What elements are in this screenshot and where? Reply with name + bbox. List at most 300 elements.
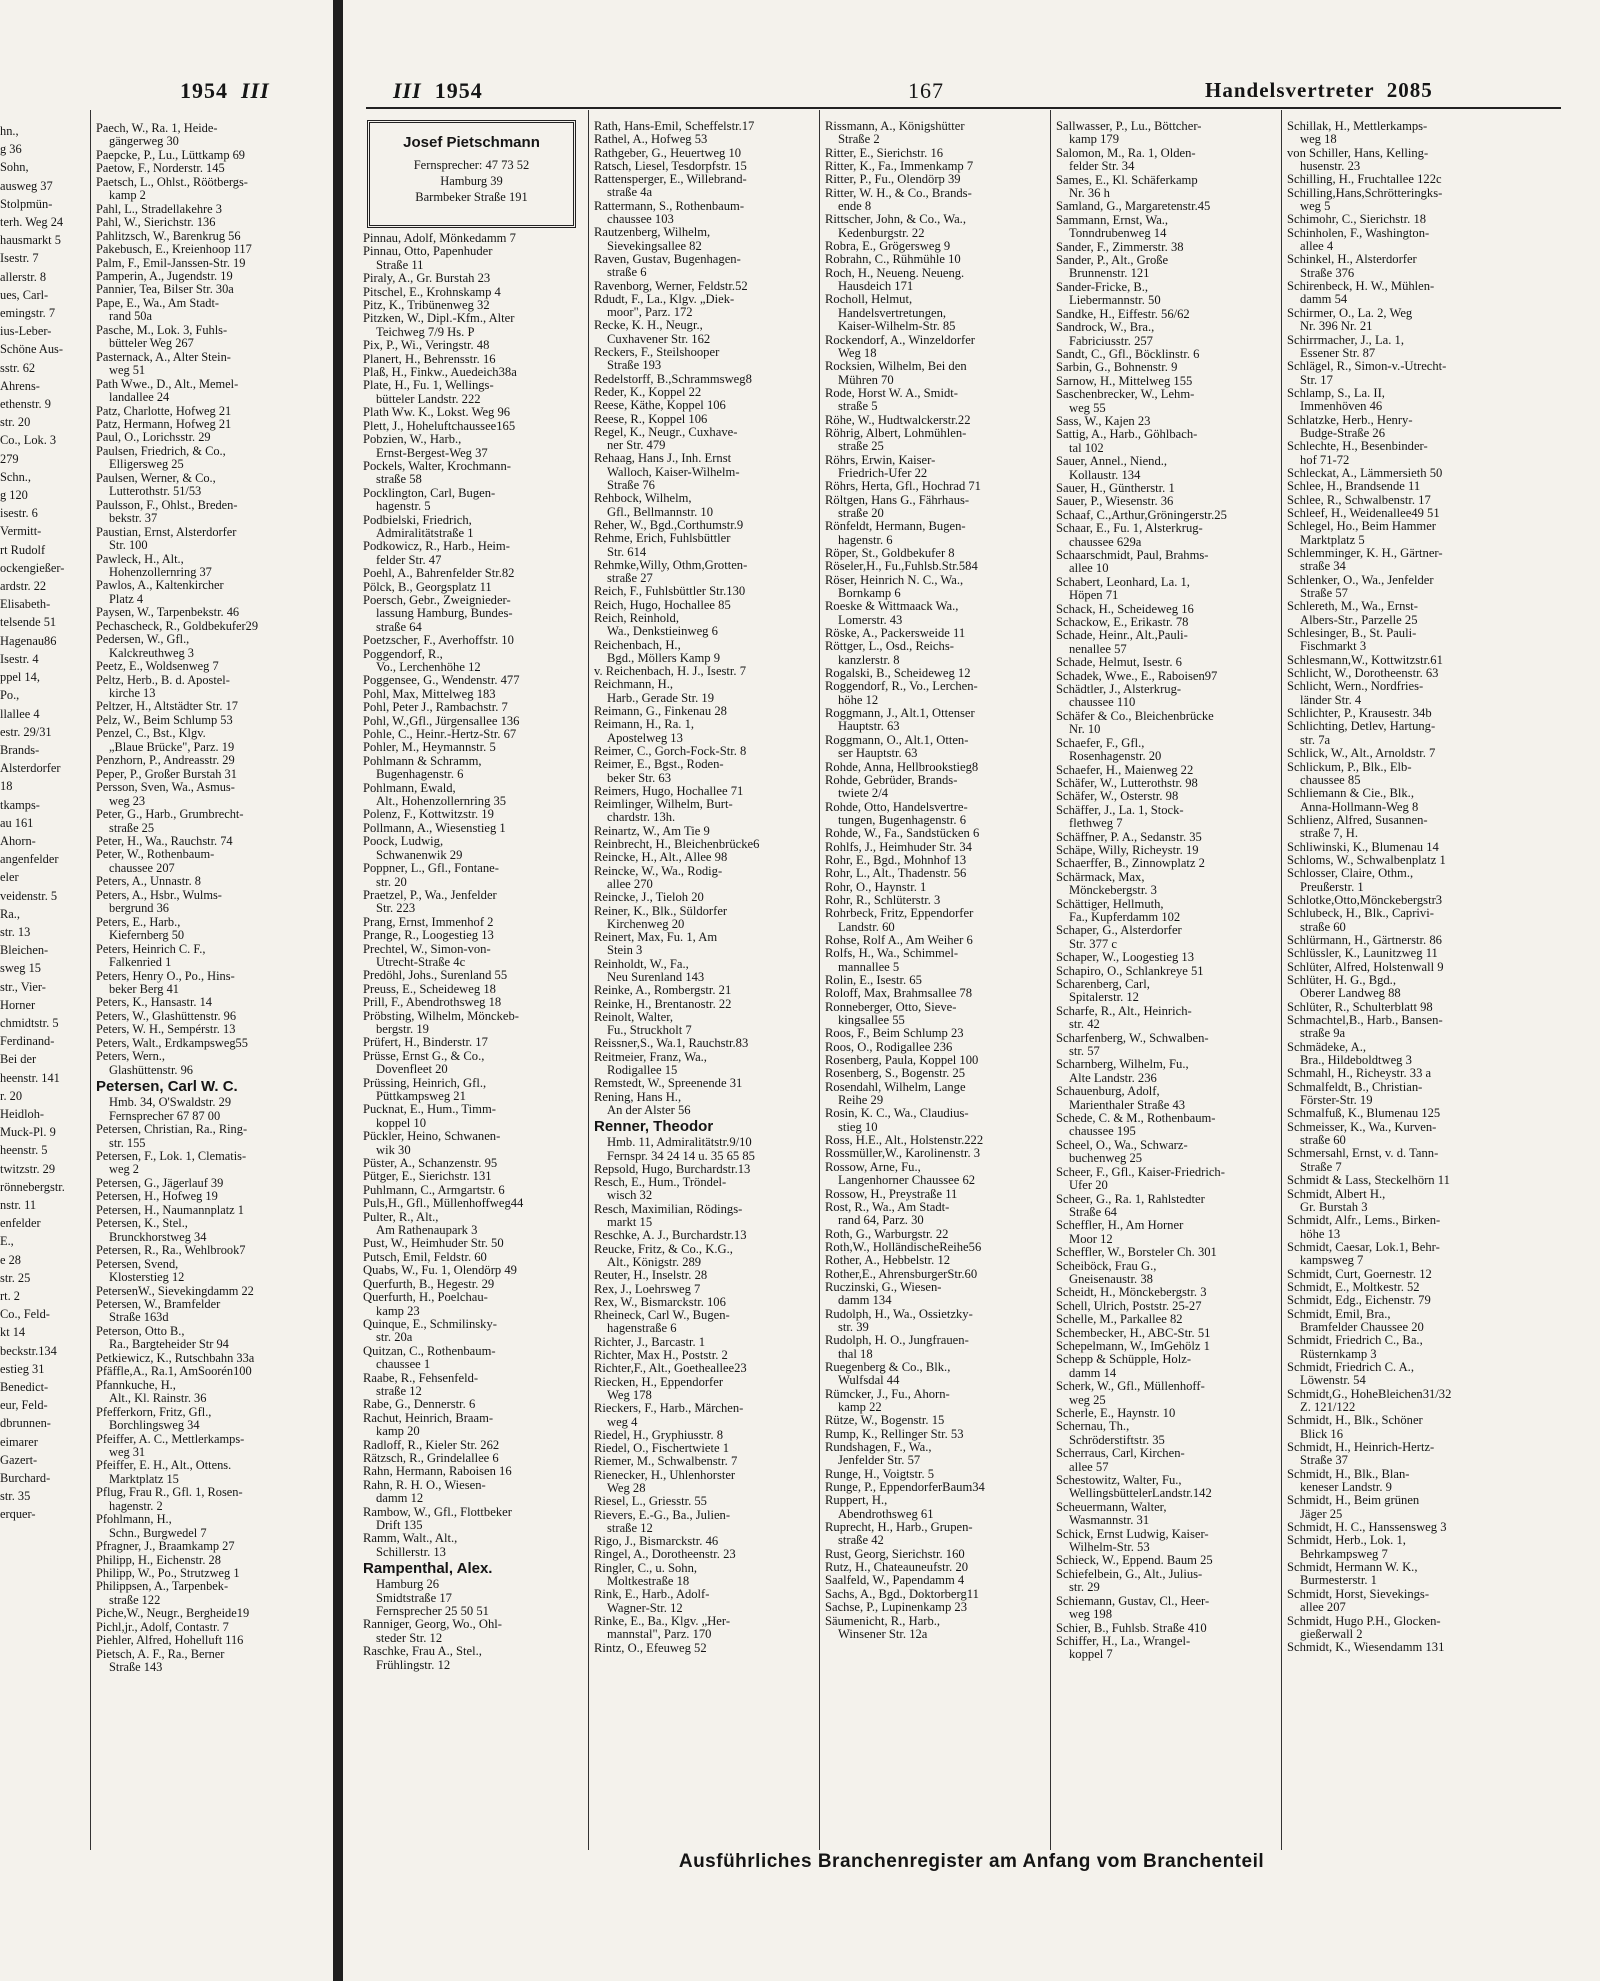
directory-entry: kamp 20	[376, 1425, 420, 1439]
directory-entry: Schäpe, Willy, Richeystr. 19	[1056, 843, 1199, 857]
directory-entry: Reinbrecht, H., Bleichenbrücke6	[594, 838, 760, 852]
directory-entry: mannstal", Parz. 170	[607, 1628, 712, 1642]
directory-entry: Pflug, Frau R., Gfl. 1, Rosen-	[96, 1486, 243, 1500]
directory-entry: Rossmüller,W., Karolinenstr. 3	[825, 1147, 981, 1161]
directory-entry: Kirchenweg 20	[607, 917, 685, 931]
directory-entry: Peterson, Otto B.,	[96, 1324, 185, 1338]
directory-entry: Quitzan, C., Rothenbaum-	[363, 1344, 496, 1358]
directory-entry: Sandt, C., Gfl., Böcklinstr. 6	[1056, 347, 1200, 361]
directory-entry: Scharenberg, Carl,	[1056, 978, 1150, 991]
directory-entry: Rheineck, Carl W., Bugen-	[594, 1309, 730, 1323]
directory-entry: straße 6	[607, 266, 647, 280]
directory-entry: ende 8	[838, 200, 872, 214]
directory-entry: Prüssing, Heinrich, Gfl.,	[363, 1076, 487, 1090]
directory-entry: Nr. 10	[1069, 723, 1101, 737]
directory-entry: Schapiro, O., Schlankreye 51	[1056, 964, 1204, 978]
directory-entry: Püttkampsweg 21	[376, 1090, 466, 1103]
directory-entry: Muck-Pl. 9	[0, 1125, 56, 1140]
directory-entry: rönnebergstr.	[0, 1179, 65, 1194]
directory-entry: rt. 2	[0, 1289, 20, 1303]
directory-entry: straße 42	[838, 1534, 884, 1548]
directory-entry: Petersen, Carl W. C.	[96, 1078, 238, 1096]
directory-entry: Prechtel, W., Simon-von-	[363, 942, 491, 956]
directory-entry: Schlesmann,W., Kottwitzstr.61	[1287, 653, 1443, 667]
directory-entry: Ahorn-	[0, 833, 36, 848]
directory-entry: Schleckat, A., Lämmersieth 50	[1287, 466, 1443, 480]
directory-entry: weg 4	[607, 1415, 638, 1429]
right-header-roman: III	[393, 78, 422, 103]
directory-entry: str., Vier-	[0, 979, 46, 994]
directory-entry: Sallwasser, P., Lu., Böttcher-	[1056, 120, 1202, 133]
directory-entry: straße 25	[838, 440, 884, 454]
directory-entry: weg 2	[109, 1163, 139, 1177]
directory-entry: Sattig, A., Harb., Göhlbach-	[1056, 428, 1198, 442]
directory-entry: weg 18	[1300, 133, 1337, 147]
directory-entry: Schmidt, Hermann W. K.,	[1287, 1561, 1418, 1575]
directory-entry: weg 55	[1069, 401, 1106, 415]
directory-entry: Sandrock, W., Bra.,	[1056, 321, 1155, 335]
directory-entry: Paustian, Ernst, Alsterdorfer	[96, 525, 237, 539]
directory-entry: Riedel, H., Gryphiusstr. 8	[594, 1428, 724, 1442]
directory-entry: nstr. 11	[0, 1197, 37, 1212]
directory-entry: hn.,	[0, 124, 19, 138]
directory-entry: Peper, P., Großer Burstah 31	[96, 767, 237, 781]
directory-entry: g 36	[0, 142, 22, 157]
left-header	[180, 78, 270, 104]
directory-entry: Schmidt, K., Wiesendamm 131	[1287, 1641, 1445, 1655]
directory-entry: Str. 377 c	[1069, 937, 1117, 951]
directory-entry: Sauer, H., Güntherstr. 1	[1056, 481, 1175, 495]
directory-entry: Raabe, R., Fehsenfeld-	[363, 1371, 479, 1385]
directory-entry: Schlichter, P., Krausestr. 34b	[1287, 707, 1432, 721]
directory-entry: Schillerstr. 13	[376, 1545, 446, 1559]
directory-entry: Weg 178	[607, 1388, 652, 1402]
directory-entry: ockengießer-	[0, 560, 65, 575]
directory-entry: emingstr. 7	[0, 306, 56, 321]
directory-entry: Fu., Struckholt 7	[607, 1024, 692, 1038]
directory-entry: allee 57	[1069, 1460, 1109, 1474]
directory-entry: Petersen, H., Hofweg 19	[96, 1190, 218, 1204]
directory-entry: Petersen, K., Stel.,	[96, 1217, 188, 1231]
directory-entry: eler	[0, 870, 19, 885]
directory-entry: Reese, Käthe, Koppel 106	[594, 399, 726, 413]
directory-entry: wik 30	[376, 1143, 411, 1157]
directory-entry: Fischmarkt 3	[1300, 640, 1367, 654]
directory-entry: Peters, A., Hsbr., Wulms-	[96, 888, 222, 902]
directory-entry: Vo., Lerchenhöhe 12	[376, 661, 481, 674]
directory-entry: Scheffler, H., Am Horner	[1056, 1219, 1184, 1233]
directory-entry: straße 12	[376, 1384, 422, 1398]
directory-entry: Rabe, G., Dennerstr. 6	[363, 1398, 476, 1412]
directory-entry: Rudolph, H. O., Jungfrauen-	[825, 1334, 969, 1348]
directory-entry: Rathel, A., Hofweg 53	[594, 133, 708, 147]
directory-entry: markt 15	[607, 1216, 653, 1230]
directory-entry: Schilling,Hans,Schrötteringks-	[1287, 186, 1443, 200]
left-column-entries	[96, 122, 332, 1675]
directory-entry: Schilling, H., Fruchtallee 122c	[1287, 173, 1442, 187]
section-page: 2085	[1386, 78, 1433, 102]
directory-entry: Peters, Henry O., Po., Hins-	[96, 969, 235, 983]
directory-entry: Rohde, Otto, Handelsvertre-	[825, 800, 968, 814]
directory-entry: Raven, Gustav, Bugenhagen-	[594, 252, 741, 266]
directory-entry: Marienthaler Straße 43	[1069, 1098, 1186, 1112]
directory-entry: Fernsprecher 25 50 51	[376, 1605, 489, 1619]
directory-entry: Sarnow, H., Mittelweg 155	[1056, 374, 1193, 388]
directory-entry: Peltz, Herb., B. d. Apostel-	[96, 673, 230, 687]
directory-entry: str. 7a	[1300, 733, 1331, 747]
directory-entry: Schaar, E., Fu. 1, Alsterkrug-	[1056, 522, 1203, 536]
directory-entry: Preuss, E., Scheideweg 18	[363, 982, 496, 996]
directory-entry: Pfohlmann, H.,	[96, 1513, 172, 1527]
directory-entry: Roos, O., Rodigallee 236	[825, 1040, 953, 1054]
directory-entry: Recke, K. H., Neugr.,	[594, 319, 703, 333]
directory-entry: Reimann, H., Ra. 1,	[594, 718, 695, 732]
directory-entry: Schmidt, H., Heinrich-Hertz-	[1287, 1441, 1435, 1455]
directory-entry: Röser, Heinrich N. C., Wa.,	[825, 573, 964, 587]
directory-entry: Schäffner, P. A., Sedanstr. 35	[1056, 830, 1202, 844]
directory-entry: tal 102	[1069, 441, 1104, 455]
directory-entry: Samland, G., Margaretenstr.45	[1056, 200, 1211, 214]
column-divider	[819, 110, 820, 1850]
directory-entry: kamp 2	[109, 189, 146, 203]
directory-entry: v. Reichenbach, H. J., Isestr. 7	[594, 665, 747, 679]
directory-entry: Schlicht, Wern., Nordfries-	[1287, 680, 1424, 694]
directory-entry: felder Str. 47	[376, 553, 442, 567]
directory-entry: Röhrs, Herta, Gfl., Hochrad 71	[825, 480, 981, 494]
directory-entry: Lutterothstr. 51/53	[109, 485, 202, 499]
directory-entry: Schaefer, F., Gfl.,	[1056, 736, 1145, 750]
directory-entry: beker Berg 41	[109, 983, 179, 996]
directory-entry: Roloff, Max, Brahmsallee 78	[825, 987, 973, 1001]
directory-entry: Röper, St., Goldbekufer 8	[825, 547, 955, 560]
directory-entry: Penzhorn, P., Andreasstr. 29	[96, 754, 235, 768]
directory-entry: Petersen, W., Bramfelder	[96, 1297, 221, 1311]
directory-entry: Rathgeber, G., Heuertweg 10	[594, 146, 742, 160]
directory-entry: Am Rathenaupark 3	[376, 1224, 478, 1238]
directory-entry: Resch, E., Hum., Tröndel-	[594, 1176, 727, 1190]
directory-entry: Pfefferkorn, Fritz, Gfl.,	[96, 1405, 212, 1419]
directory-entry: Neu Surenland 143	[607, 971, 705, 984]
directory-entry: weg 23	[109, 794, 146, 808]
directory-entry: terh. Weg 24	[0, 215, 64, 230]
directory-entry: damm 134	[838, 1294, 892, 1308]
directory-entry: damm 14	[1069, 1366, 1117, 1380]
directory-entry: Burchard-	[0, 1471, 51, 1486]
directory-entry: allerstr. 8	[0, 269, 47, 284]
directory-entry: str. 29	[1069, 1581, 1100, 1595]
directory-entry: str. 25	[0, 1270, 31, 1285]
directory-entry: Bramfelder Chaussee 20	[1300, 1320, 1424, 1334]
directory-entry: wisch 32	[607, 1189, 653, 1203]
directory-entry: gießerwall 2	[1300, 1627, 1363, 1641]
directory-entry: Wulfsdal 44	[838, 1374, 900, 1388]
directory-entry: Rolin, E., Isestr. 65	[825, 974, 922, 987]
directory-entry: Schier, B., Fuhlsb. Straße 410	[1056, 1621, 1207, 1635]
directory-entry: Roch, H., Neueng. Neueng.	[825, 266, 965, 280]
directory-entry: Schmidt, Albert H.,	[1287, 1187, 1386, 1201]
directory-entry: Richter, J., Barcastr. 1	[594, 1335, 706, 1349]
directory-entry: Schmidt, Herb., Lok. 1,	[1287, 1534, 1406, 1548]
directory-entry: Pahlitzsch, W., Barenkrug 56	[96, 229, 241, 243]
directory-entry: Paulsson, F., Ohlst., Breden-	[96, 498, 238, 512]
directory-entry: str. 20	[0, 415, 31, 430]
directory-entry: Pfragner, J., Braamkamp 27	[96, 1540, 235, 1554]
directory-entry: Sauer, Annel., Niend.,	[1056, 455, 1168, 469]
directory-entry: höhe 13	[1300, 1227, 1341, 1241]
directory-entry: Querfurth, H., Poelchau-	[363, 1291, 488, 1305]
directory-entry: Rachut, Heinrich, Braam-	[363, 1411, 494, 1425]
directory-entry: Roeske & Wittmaack Wa.,	[825, 600, 959, 614]
directory-entry: Spitalerstr. 12	[1069, 991, 1139, 1005]
directory-entry: straße 20	[838, 506, 884, 520]
directory-entry: str. 39	[838, 1320, 869, 1334]
directory-entry: Platz 4	[109, 592, 144, 606]
directory-entry: Säumenicht, R., Harb.,	[825, 1614, 941, 1628]
directory-entry: Schabert, Leonhard, La. 1,	[1056, 575, 1190, 589]
right-column-5	[1287, 120, 1517, 1655]
directory-entry: Saschenbrecker, W., Lehm-	[1056, 388, 1195, 402]
directory-entry: Philipp, W., Po., Strutzweg 1	[96, 1567, 240, 1581]
directory-entry: Scherraus, Carl, Kirchen-	[1056, 1447, 1185, 1461]
directory-entry: Rossow, Arne, Fu.,	[825, 1160, 921, 1174]
directory-entry: Schaerffer, B., Zinnowplatz 2	[1056, 857, 1205, 871]
directory-entry: r. 20	[0, 1088, 23, 1103]
directory-entry: straße 7, H.	[1300, 827, 1359, 841]
directory-entry: ues, Carl-	[0, 287, 49, 302]
directory-entry: Behrkampsweg 7	[1300, 1547, 1388, 1561]
directory-entry: Blick 16	[1300, 1427, 1344, 1441]
directory-entry: Paulsen, Friedrich, & Co.,	[96, 444, 226, 458]
directory-entry: Schmidt, Horst, Sievekings-	[1287, 1587, 1430, 1601]
directory-entry: Redelstorff, B.,Schrammsweg8	[594, 372, 752, 386]
directory-entry: An der Alster 56	[607, 1103, 691, 1117]
directory-entry: Gazert-	[0, 1452, 38, 1467]
directory-entry: Ronneberger, Otto, Sieve-	[825, 1000, 957, 1014]
directory-entry: Renner, Theodor	[594, 1118, 714, 1136]
directory-entry: Peter, G., Harb., Grumbrecht-	[96, 808, 244, 822]
directory-entry: Rautzenberg, Wilhelm,	[594, 226, 711, 240]
directory-entry: weg 25	[1069, 1393, 1106, 1407]
directory-entry: „Blaue Brücke", Parz. 19	[109, 740, 235, 754]
directory-entry: Pocklington, Carl, Bugen-	[363, 486, 496, 500]
directory-entry: Stein 3	[607, 944, 643, 958]
directory-entry: Pelz, W., Beim Schlump 53	[96, 713, 233, 727]
directory-entry: Schliemann & Cie., Blk.,	[1287, 787, 1414, 801]
directory-entry: Reuter, H., Inselstr. 28	[594, 1269, 708, 1283]
directory-entry: mannallee 5	[838, 960, 900, 974]
directory-entry: Podkowicz, R., Harb., Heim-	[363, 540, 510, 554]
directory-entry: Ruppert, H.,	[825, 1494, 888, 1508]
directory-entry: Pahl, W., Sierichstr. 136	[96, 216, 216, 230]
directory-entry: Pobzien, W., Harb.,	[363, 433, 462, 447]
directory-entry: Plate, H., Fu. 1, Wellings-	[363, 379, 494, 393]
directory-entry: Rüsternkamp 3	[1300, 1347, 1377, 1361]
directory-entry: Röhrs, Erwin, Kaiser-	[825, 453, 936, 467]
directory-entry: Straße 37	[1300, 1454, 1348, 1468]
directory-entry: heenstr. 141	[0, 1070, 60, 1085]
directory-entry: Poggensee, G., Wendenstr. 477	[363, 674, 520, 688]
directory-entry: Prang, Ernst, Immenhof 2	[363, 915, 494, 929]
directory-entry: Smidtstraße 17	[376, 1591, 452, 1605]
directory-entry: Schirenbeck, H. W., Mühlen-	[1287, 280, 1435, 294]
directory-entry: Pechascheck, R., Goldbekufer29	[96, 619, 259, 633]
directory-entry: chaussee 1	[376, 1358, 431, 1372]
directory-entry: Ritter, W. H., & Co., Brands-	[825, 186, 972, 200]
directory-entry: Weg 28	[607, 1481, 646, 1495]
directory-entry: steder Str. 12	[376, 1631, 443, 1645]
directory-entry: Pasche, M., Lok. 3, Fuhls-	[96, 323, 228, 337]
directory-entry: Paysen, W., Tarpenbekstr. 46	[96, 606, 240, 620]
directory-entry: straße 64	[376, 620, 422, 634]
directory-entry: kamp 179	[1069, 133, 1120, 147]
directory-entry: Röltgen, Hans G., Fährhaus-	[825, 493, 970, 507]
directory-entry: Rambow, W., Gfl., Flottbeker	[363, 1505, 512, 1519]
directory-entry: Schlürmann, H., Gärtnerstr. 86	[1287, 933, 1442, 947]
directory-entry: chardstr. 13h.	[607, 811, 676, 825]
directory-entry: Po.,	[0, 688, 20, 703]
directory-entry: Plaß, H., Finkw., Auedeich38a	[363, 366, 517, 380]
directory-entry: Liebermannstr. 50	[1069, 294, 1161, 308]
directory-entry: Reich, F., Fuhlsbüttler Str.130	[594, 585, 746, 599]
directory-entry: Pahl, L., Stradellakehre 3	[96, 202, 222, 216]
directory-entry: str. 13	[0, 924, 31, 939]
right-column-4	[1056, 120, 1278, 1662]
directory-entry: bütteler Weg 267	[109, 337, 194, 351]
directory-entry: Predöhl, Johs., Surenland 55	[363, 969, 508, 983]
directory-entry: Reimer, E., Bgst., Roden-	[594, 758, 724, 772]
left-header-year: 1954	[180, 78, 228, 103]
directory-entry: Str. 223	[376, 902, 416, 916]
directory-entry: Paepcke, P., Lu., Lüttkamp 69	[96, 148, 246, 162]
directory-entry: Schlereth, M., Wa., Ernst-	[1287, 600, 1418, 614]
directory-entry: Schlüssler, K., Launitzweg 11	[1287, 947, 1438, 961]
directory-entry: Kiefernberg 50	[109, 929, 185, 943]
directory-entry: Scheer, F., Gfl., Kaiser-Friedrich-	[1056, 1165, 1225, 1179]
directory-entry: Pannier, Tea, Bilser Str. 30a	[96, 283, 234, 297]
directory-entry: Friedrich-Ufer 22	[838, 466, 928, 480]
directory-entry: Scheidt, H., Mönckebergstr. 3	[1056, 1286, 1207, 1300]
directory-entry: Rohde, W., Fa., Sandstücken 6	[825, 827, 980, 841]
directory-entry: Pape, E., Wa., Am Stadt-	[96, 296, 220, 310]
directory-entry: Preußerstr. 1	[1300, 880, 1364, 894]
left-page	[0, 0, 333, 1981]
directory-entry: Sohn,	[0, 160, 29, 175]
directory-entry: Schäfer & Co., Bleichenbrücke	[1056, 709, 1214, 723]
directory-entry: Peter, W., Rothenbaum-	[96, 848, 215, 862]
directory-entry: Abendrothsweg 61	[838, 1507, 934, 1521]
directory-entry: Path Wwe., D., Alt., Memel-	[96, 377, 239, 391]
directory-entry: Pohl, Peter J., Rambachstr. 7	[363, 701, 508, 715]
directory-entry: Schick, Ernst Ludwig, Kaiser-	[1056, 1527, 1209, 1541]
directory-entry: Rampenthal, Alex.	[363, 1560, 493, 1578]
directory-entry: straße 58	[376, 473, 422, 487]
directory-entry: Hamburg 26	[376, 1578, 440, 1592]
directory-entry: Str. 100	[109, 539, 148, 553]
directory-entry: Schade, Helmut, Isestr. 6	[1056, 656, 1182, 670]
directory-entry: Prange, R., Loogestieg 13	[363, 929, 494, 943]
right-page	[343, 0, 1600, 1981]
directory-entry: Förster-Str. 19	[1300, 1094, 1373, 1108]
directory-entry: Rätzsch, R., Grindelallee 6	[363, 1451, 499, 1465]
directory-entry: Schn.,	[0, 469, 31, 484]
directory-entry: Petersen, Christian, Ra., Ring-	[96, 1123, 248, 1137]
directory-entry: Scheer, G., Ra. 1, Rahlstedter	[1056, 1192, 1205, 1206]
directory-entry: Scheel, O., Wa., Schwarz-	[1056, 1138, 1188, 1152]
directory-entry: Rosenberg, S., Bogenstr. 25	[825, 1067, 966, 1081]
directory-entry: Schack, H., Scheideweg 16	[1056, 602, 1194, 616]
directory-entry: Utrecht-Straße 4c	[376, 955, 466, 969]
directory-entry: Rening, Hans H.,	[594, 1090, 682, 1104]
directory-entry: chmidtstr. 5	[0, 1015, 59, 1030]
directory-entry: Reinke, H., Brentanostr. 22	[594, 997, 732, 1011]
directory-entry: Reihe 29	[838, 1094, 884, 1108]
directory-entry: sstr. 62	[0, 360, 36, 375]
directory-entry: Rohse, Rolf A., Am Weiher 6	[825, 933, 973, 947]
directory-entry: eimarer	[0, 1434, 38, 1449]
directory-entry: Wagner-Str. 12	[607, 1601, 683, 1615]
directory-entry: Wilhelm-Str. 53	[1069, 1541, 1150, 1555]
directory-entry: Schlatzke, Herb., Henry-	[1287, 413, 1413, 427]
directory-entry: Rohlfs, J., Heimhuder Str. 34	[825, 840, 972, 854]
directory-entry: Reinholdt, W., Fa.,	[594, 957, 689, 971]
directory-entry: Hmb. 34, O'Swaldstr. 29	[109, 1096, 232, 1110]
directory-entry: Ruczinski, G., Wiesen-	[825, 1280, 942, 1294]
directory-entry: Pohler, M., Heymannstr. 5	[363, 741, 496, 755]
ad-name: Josef Pietschmann	[403, 134, 540, 151]
directory-entry: Petersen, G., Jägerlauf 39	[96, 1176, 224, 1190]
directory-entry: Sarbin, G., Bohnenstr. 9	[1056, 361, 1178, 375]
directory-entry: Kalckreuthweg 3	[109, 646, 194, 660]
directory-entry: Schepp & Schüpple, Holz-	[1056, 1353, 1192, 1367]
directory-entry: Patz, Charlotte, Hofweg 21	[96, 404, 232, 418]
directory-entry: Püster, A., Schanzenstr. 95	[363, 1157, 498, 1171]
directory-entry: Rehbock, Wilhelm,	[594, 492, 692, 506]
directory-entry: Mühren 70	[838, 373, 894, 387]
directory-entry: Petersen, H., Naumannplatz 1	[96, 1203, 244, 1217]
directory-entry: Peters, K., Hansastr. 14	[96, 996, 212, 1010]
ad-city: Hamburg 39	[440, 174, 503, 188]
directory-entry: Pucknat, E., Hum., Timm-	[363, 1103, 496, 1117]
directory-entry: Gneisenaustr. 38	[1069, 1272, 1153, 1286]
directory-entry: Rattermann, S., Rothenbaum-	[594, 199, 745, 213]
directory-entry: Ratsch, Liesel, Tesdorpfstr. 15	[594, 159, 747, 173]
directory-entry: Dovenfleet 20	[376, 1063, 448, 1077]
directory-entry: Schmidt, Caesar, Lok.1, Behr-	[1287, 1240, 1440, 1254]
directory-entry: Robrahn, C., Rühmühle 10	[825, 253, 961, 267]
directory-entry: Schmahl, H., Richeystr. 33 a	[1287, 1067, 1432, 1081]
directory-entry: Pfannkuche, H.,	[96, 1378, 176, 1392]
directory-entry: Rath, Hans-Emil, Scheffelstr.17	[594, 120, 755, 133]
directory-entry: Schlosser, Claire, Othm.,	[1287, 867, 1414, 881]
directory-entry: Rode, Horst W. A., Smidt-	[825, 386, 958, 400]
directory-entry: Schmidt, H., Blk., Schöner	[1287, 1414, 1423, 1428]
directory-entry: Reher, W., Bgd.,Corthumstr.9	[594, 518, 744, 532]
directory-entry: Prill, F., Abendrothsweg 18	[363, 996, 502, 1010]
directory-entry: Persson, Sven, Wa., Asmus-	[96, 781, 235, 795]
directory-entry: Glashüttenstr. 96	[109, 1063, 193, 1077]
right-header-year: 1954	[434, 78, 483, 103]
directory-entry: Rahn, Hermann, Raboisen 16	[363, 1465, 512, 1479]
directory-entry: Scharnberg, Wilhelm, Fu.,	[1056, 1058, 1189, 1072]
directory-entry: felder Str. 34	[1069, 160, 1135, 174]
directory-entry: Sames, E., Kl. Schäferkamp	[1056, 173, 1198, 187]
directory-entry: Immenhöven 46	[1300, 400, 1383, 414]
directory-entry: Schlemminger, K. H., Gärtner-	[1287, 547, 1443, 560]
directory-entry: Pohl, W.,Gfl., Jürgensallee 136	[363, 714, 520, 728]
directory-entry: Schlesinger, B., St. Pauli-	[1287, 627, 1417, 641]
left-column-fragments	[0, 122, 86, 1524]
directory-entry: flethweg 7	[1069, 817, 1123, 831]
